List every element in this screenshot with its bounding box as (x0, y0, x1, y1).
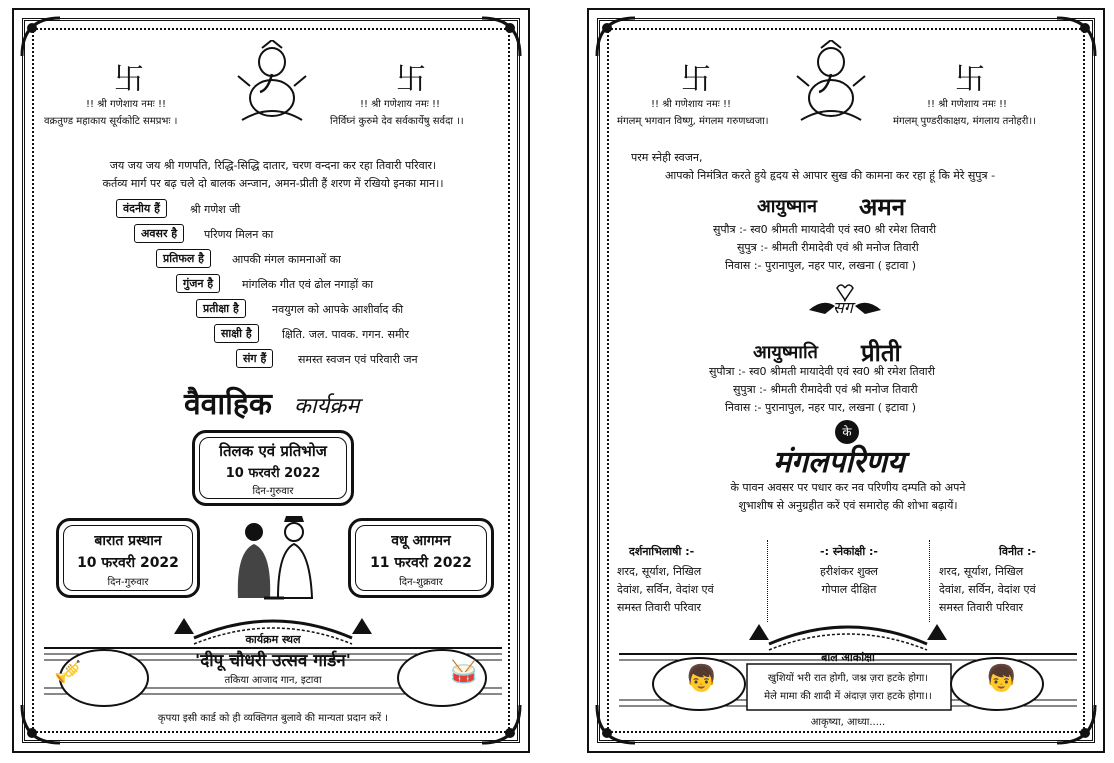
row-tag: अवसर है (134, 224, 184, 243)
row-tag: साक्षी है (214, 324, 259, 343)
salutation: परम स्नेही स्वजन, (631, 151, 703, 164)
floral-corner-icon (18, 14, 64, 60)
blessing-text: !! श्री गणेशाय नमः !! (927, 99, 1008, 110)
row-text: नवयुगल को आपके आशीर्वाद की (272, 303, 404, 316)
vinit-title: विनीत :- (999, 545, 1036, 558)
invitation-card-left (12, 8, 530, 753)
barat-plaque (56, 518, 200, 598)
program-title-b: कार्यक्रम (294, 394, 360, 419)
darshan-line: देवांश, सर्विन, वेदांश एवं (617, 583, 714, 596)
venue-label: कार्यक्रम स्थल (245, 633, 301, 646)
vadhu-date: 11 फरवरी 2022 (370, 555, 472, 571)
groom-name: अमन (859, 193, 906, 221)
floral-corner-icon (478, 14, 524, 60)
sneh-title: -: स्नेकांक्षी :- (820, 545, 878, 558)
venue-name: 'दीपू चौधरी उत्सव गार्डन' (195, 651, 351, 671)
intro-line: कर्तव्य मार्ग पर बढ़ चले दो बालक अन्जान, अमन-प्रीती हैं शरण में रखियो इनका मान।। (102, 177, 444, 190)
vinit-line: देवांश, सर्विन, वेदांश एवं (939, 583, 1036, 596)
child-drummer-icon: 👦 (985, 664, 1018, 694)
ganesha-icon (232, 40, 312, 130)
darshan-line: समस्त तिवारी परिवार (617, 601, 702, 614)
divider (929, 540, 931, 622)
child-drummer-icon: 👦 (685, 664, 718, 694)
bride-detail: सुपौत्रा :- स्व0 श्रीमती मायादेवी एवं स्व0 श्री रमेश तिवारी (709, 365, 936, 378)
sneh-line: हरीशंकर शुक्ल (819, 565, 879, 578)
tilak-date: 10 फरवरी 2022 (225, 466, 321, 481)
groom-detail: सुपुत्र :- श्रीमती रीमादेवी एवं श्री मनोज तिवारी (737, 241, 919, 254)
row-text: आपकी मंगल कामनाओं का (232, 253, 341, 266)
footer-note: आकृष्या, आध्या..... (810, 717, 886, 728)
barat-title: बारात प्रस्थान (94, 533, 162, 549)
floral-corner-icon (1053, 14, 1099, 60)
vinit-line: समस्त तिवारी परिवार (939, 601, 1024, 614)
blessing-text: !! श्री गणेशाय नमः !! (651, 99, 732, 110)
barat-date: 10 फरवरी 2022 (77, 555, 179, 571)
blessing-text: !! श्री गणेशाय नमः !! (86, 99, 167, 110)
intro-line: जय जय जय श्री गणपति, रिद्धि-सिद्धि दातार, चरण वन्दना कर रहा तिवारी परिवार। (109, 159, 437, 172)
bal-line: खुशियों भरी रात होगी, जश्न ज़रा हटके होगा। (767, 673, 929, 684)
swastika-icon: 卐 (955, 62, 985, 97)
shloka-text: मंगलम् भगवान विष्णु, मंगलम गरुणध्वजा। (617, 116, 769, 127)
bride-prefix: आयुष्माति (753, 342, 818, 363)
ke-badge: के (835, 420, 859, 444)
shloka-text: वक्रतुण्ड महाकाय सूर्यकोटि समप्रभः । (44, 116, 178, 127)
row-text: श्री गणेश जी (190, 203, 241, 216)
request-line: के पावन अवसर पर पधार कर नव परिणीय दम्पति को अपने (730, 481, 966, 494)
blessing-text: !! श्री गणेशाय नमः !! (360, 99, 441, 110)
barat-day: दिन-गुरुवार (107, 577, 149, 588)
footer-note: कृपया इसी कार्ड को ही व्यक्तिगत बुलावे की मान्यता प्रदान करें । (157, 713, 389, 724)
floral-corner-icon (593, 14, 639, 60)
bride-name: प्रीती (861, 339, 901, 367)
tilak-title: तिलक एवं प्रतिभोज (219, 442, 327, 460)
swastika-icon: 卐 (114, 62, 144, 97)
swastika-icon: 卐 (681, 62, 711, 97)
venue-address: तकिया आजाद गान, इटावा (224, 675, 322, 686)
sang-logo: संग (833, 298, 853, 317)
shloka-text: मंगलम् पुण्डरीकाक्षय, मंगलाय तनोहरी।। (893, 116, 1036, 127)
bride-detail: सुपुत्रा :- श्रीमती रीमादेवी एवं श्री मनोज तिवारी (733, 383, 918, 396)
sneh-line: गोपाल दीक्षित (821, 583, 877, 596)
vadhu-day: दिन-शुक्रवार (399, 577, 443, 588)
row-text: क्षिति. जल. पावक. गगन. समीर (282, 328, 409, 341)
row-tag: वंदनीय हैं (116, 199, 167, 218)
darshan-line: शरद, सूर्याश, निखिल (617, 565, 702, 578)
vadhu-title: वधू आगमन (391, 533, 451, 549)
darshan-title: दर्शनाभिलाषी :- (629, 545, 695, 558)
tilak-day: दिन-गुरुवार (252, 486, 294, 497)
program-title-a: वैवाहिक (184, 387, 272, 422)
shloka-text: निर्विघ्नं कुरुमे देव सर्वकार्येषु सर्वदा ।। (330, 116, 464, 127)
row-text: समस्त स्वजन एवं परिवारी जन (298, 353, 418, 366)
invitation-card-right (587, 8, 1105, 753)
wedding-couple-icon (224, 512, 324, 600)
bride-detail: निवास :- पुरानापुल, नहर पार, लखना ( इटावा ) (725, 401, 917, 414)
ganesha-icon (791, 40, 871, 130)
row-text: मांगलिक गीत एवं ढोल नगाड़ों का (242, 278, 374, 291)
vinit-line: शरद, सूर्याश, निखिल (939, 565, 1024, 578)
vadhu-plaque (348, 518, 494, 598)
row-tag: संग हैं (236, 349, 273, 368)
invite-line: आपको निमंत्रित करते हुये हृदय से आपार सुख की कामना कर रहा हूं कि मेरे सुपुत्र - (665, 169, 996, 182)
groom-prefix: आयुष्मान (757, 196, 817, 217)
groom-detail: सुपौत्र :- स्व0 श्रीमती मायादेवी एवं स्व0 श्री रमेश तिवारी (713, 223, 937, 236)
row-text: परिणय मिलन का (204, 228, 274, 241)
tilak-plaque (192, 430, 354, 506)
row-tag: गुंजन है (176, 274, 220, 293)
shehnai-player-icon: 🎺 (54, 660, 82, 685)
dhol-player-icon: 🥁 (450, 660, 478, 685)
groom-detail: निवास :- पुरानापुल, नहर पार, लखना ( इटावा ) (725, 259, 917, 272)
mangal-parinay-title: मंगलपरिणय (773, 445, 905, 480)
bal-title: बाल आकांक्षा (821, 651, 875, 664)
request-line: शुभाशीष से अनुग्रहीत करें एवं समारोह की शोभा बढ़ायें। (738, 499, 958, 512)
swastika-icon: 卐 (396, 62, 426, 97)
row-tag: प्रतीक्षा है (196, 299, 246, 318)
bal-line: मेले मामा की शादी में अंदाज़ ज़रा हटके होगा।। (764, 691, 932, 702)
row-tag: प्रतिफल है (156, 249, 211, 268)
